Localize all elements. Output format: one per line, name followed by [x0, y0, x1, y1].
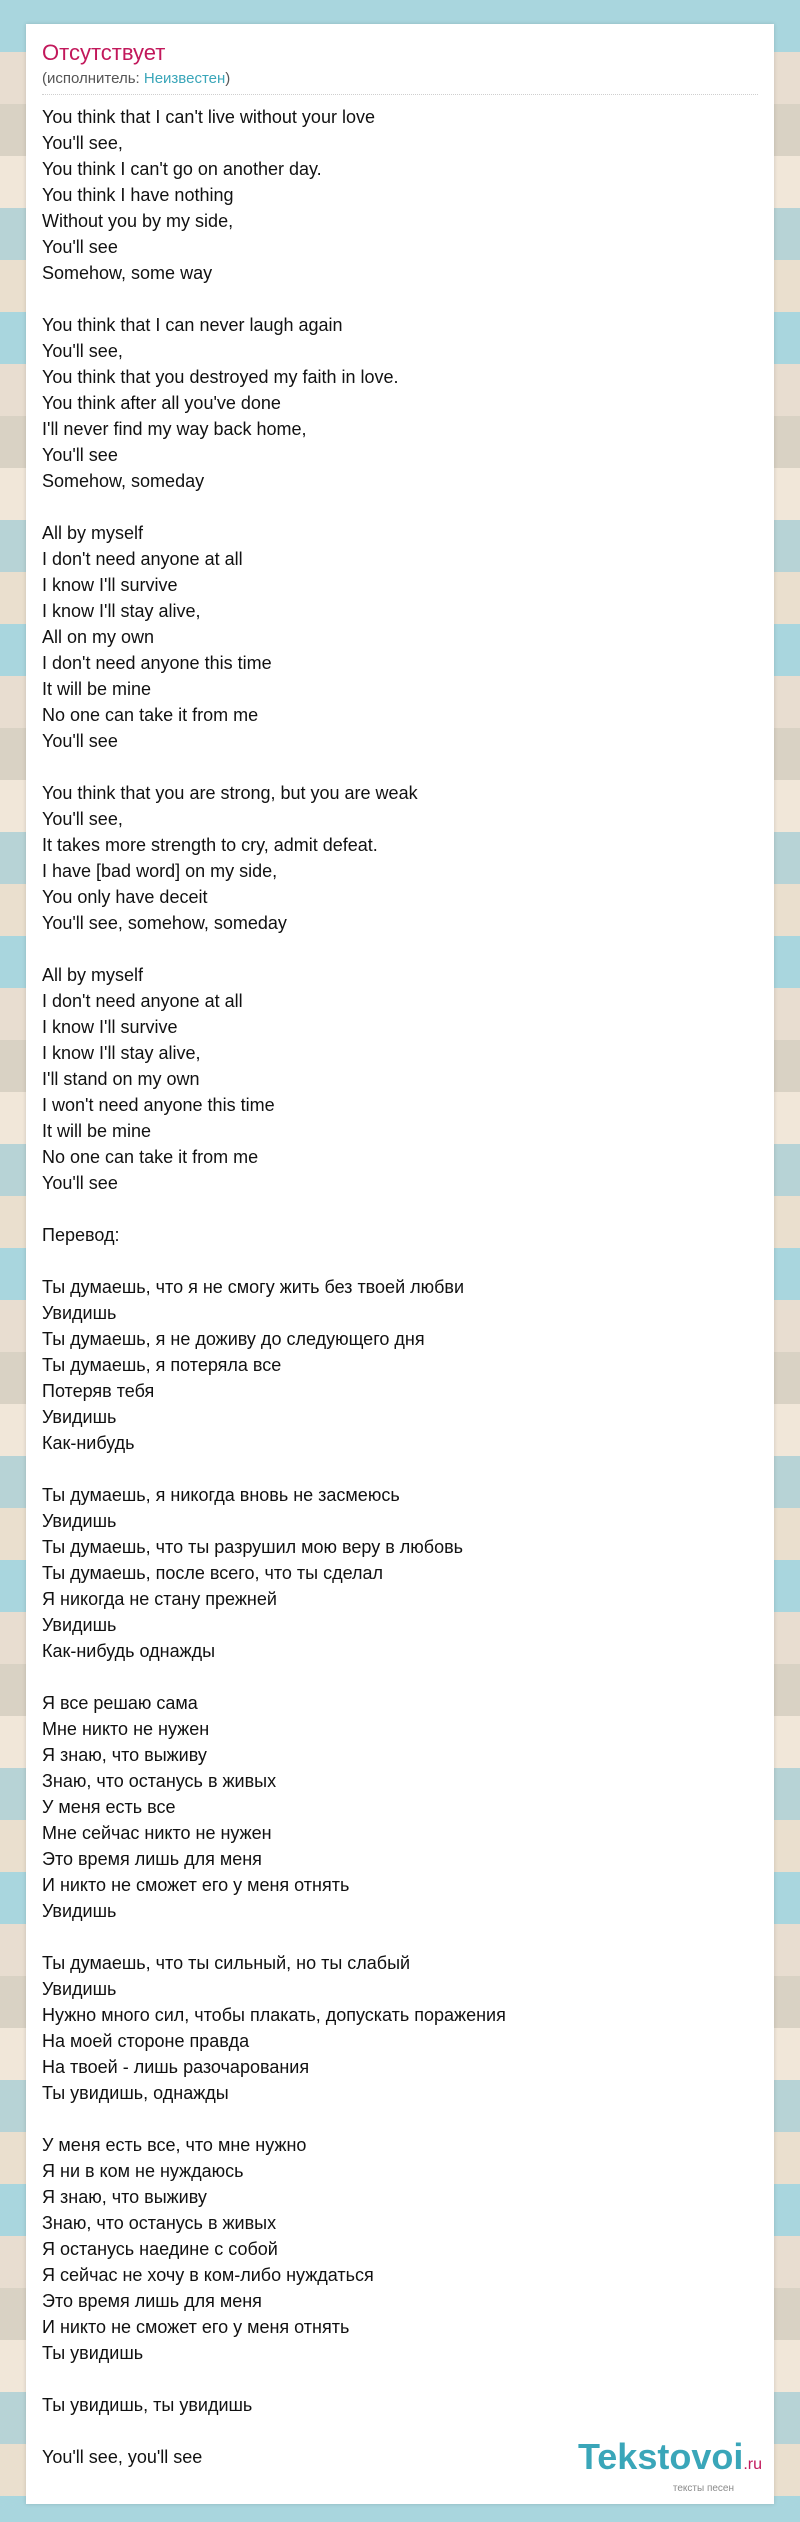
lyric-line: You think I have nothing — [42, 185, 234, 205]
logo-tld: .ru — [743, 2456, 762, 2473]
lyric-line: You think I can't go on another day. — [42, 159, 322, 179]
lyric-line: Как-нибудь — [42, 1433, 135, 1453]
lyric-line: All on my own — [42, 627, 155, 647]
lyric-line: Перевод: — [42, 1225, 120, 1245]
lyric-line: Потеряв тебя — [42, 1381, 155, 1401]
lyric-line: Ты думаешь, что я не смогу жить без твоей любви — [42, 1277, 465, 1297]
stanza-gap — [42, 494, 742, 520]
lyric-line: You'll see — [42, 237, 118, 257]
lyric-line: No one can take it from me — [42, 1147, 259, 1167]
lyric-line: It will be mine — [42, 679, 152, 699]
lyric-line: Somehow, someday — [42, 471, 205, 491]
lyric-line: Мне сейчас никто не нужен — [42, 1823, 272, 1843]
lyric-line: I'll never find my way back home, — [42, 419, 307, 439]
lyric-line: I won't need anyone this time — [42, 1095, 275, 1115]
stanza-gap — [42, 936, 742, 962]
lyric-line: I don't need anyone at all — [42, 991, 243, 1011]
lyric-line: Знаю, что останусь в живых — [42, 1771, 277, 1791]
lyric-line: Ты увидишь, ты увидишь — [42, 2395, 253, 2415]
lyric-line: Ты думаешь, после всего, что ты сделал — [42, 1563, 384, 1583]
artist-line — [42, 70, 230, 87]
lyric-line: Я знаю, что выживу — [42, 2187, 207, 2207]
lyric-line: На моей стороне правда — [42, 2031, 250, 2051]
lyric-line: У меня есть все, что мне нужно — [42, 2135, 307, 2155]
lyric-line: I know I'll survive — [42, 1017, 178, 1037]
logo-name: Tekstovoi — [577, 2436, 744, 2477]
lyric-line: You'll see — [42, 1173, 118, 1193]
lyric-line: You think after all you've done — [42, 393, 281, 413]
lyric-line: И никто не сможет его у меня отнять — [42, 1875, 350, 1895]
lyrics-text — [42, 104, 742, 2470]
lyric-line: I know I'll survive — [42, 575, 178, 595]
lyric-line: You'll see — [42, 445, 118, 465]
lyric-line: Ты думаешь, я не доживу до следующего дня — [42, 1329, 425, 1349]
lyric-line: I know I'll stay alive, — [42, 601, 201, 621]
site-logo[interactable] — [577, 2436, 762, 2494]
lyric-line: Ты увидишь, однажды — [42, 2083, 229, 2103]
lyric-line: Это время лишь для меня — [42, 2291, 262, 2311]
lyric-line: You think that you destroyed my faith in love. — [42, 367, 399, 387]
lyrics-card — [26, 24, 774, 2504]
lyric-line: You'll see, you'll see — [42, 2447, 203, 2467]
stanza-gap — [42, 754, 742, 780]
lyric-line: You think that I can't live without your love — [42, 107, 375, 127]
lyric-line: Как-нибудь однажды — [42, 1641, 216, 1661]
lyric-line: Somehow, some way — [42, 263, 213, 283]
lyric-line: All by myself — [42, 523, 144, 543]
lyric-line: Ты думаешь, я потеряла все — [42, 1355, 282, 1375]
lyric-line: Нужно много сил, чтобы плакать, допускать поражения — [42, 2005, 506, 2025]
lyric-line: Я останусь наедине с собой — [42, 2239, 278, 2259]
lyric-line: Ты увидишь — [42, 2343, 144, 2363]
lyric-line: I know I'll stay alive, — [42, 1043, 201, 1063]
lyric-line: All by myself — [42, 965, 144, 985]
artist-link[interactable]: Неизвестен — [143, 70, 226, 87]
lyric-line: Ты думаешь, что ты разрушил мою веру в любовь — [42, 1537, 464, 1557]
lyric-line: It takes more strength to cry, admit defeat. — [42, 835, 378, 855]
lyric-line: You'll see — [42, 731, 118, 751]
lyric-line: You'll see, — [42, 809, 123, 829]
stanza-gap — [42, 1248, 742, 1274]
stanza-gap — [42, 1196, 742, 1222]
lyric-line: Я ни в ком не нуждаюсь — [42, 2161, 244, 2181]
lyric-line: I don't need anyone this time — [42, 653, 272, 673]
lyric-line: Я никогда не стану прежней — [42, 1589, 277, 1609]
lyric-line: I don't need anyone at all — [42, 549, 243, 569]
stanza-gap — [42, 2106, 742, 2132]
artist-suffix: ) — [225, 70, 231, 87]
lyric-line: You'll see, — [42, 341, 123, 361]
lyric-line: Увидишь — [42, 1511, 117, 1531]
lyric-line: No one can take it from me — [42, 705, 259, 725]
lyric-line: На твоей - лишь разочарования — [42, 2057, 310, 2077]
lyric-line: Увидишь — [42, 1979, 117, 1999]
lyric-line: Увидишь — [42, 1615, 117, 1635]
lyric-line: I have [bad word] on my side, — [42, 861, 278, 881]
lyric-line: I'll stand on my own — [42, 1069, 200, 1089]
song-title: Отсутствует — [42, 40, 166, 65]
lyric-line: Я все решаю сама — [42, 1693, 198, 1713]
lyric-line: Я сейчас не хочу в ком-либо нуждаться — [42, 2265, 374, 2285]
artist-prefix: (исполнитель: — [42, 70, 144, 87]
lyric-line: Увидишь — [42, 1901, 117, 1921]
lyric-line: You think that I can never laugh again — [42, 315, 343, 335]
lyric-line: У меня есть все — [42, 1797, 176, 1817]
lyric-line: You'll see, — [42, 133, 123, 153]
lyric-line: Without you by my side, — [42, 211, 234, 231]
lyric-line: Я знаю, что выживу — [42, 1745, 207, 1765]
lyric-line: You only have deceit — [42, 887, 208, 907]
lyric-line: You'll see, somehow, someday — [42, 913, 287, 933]
lyric-line: Ты думаешь, что ты сильный, но ты слабый — [42, 1953, 411, 1973]
logo-tagline: тексты песен — [672, 2483, 734, 2494]
lyric-line: You think that you are strong, but you are weak — [42, 783, 418, 803]
stanza-gap — [42, 2366, 742, 2392]
lyric-line: Ты думаешь, я никогда вновь не засмеюсь — [42, 1485, 400, 1505]
title-divider — [42, 94, 758, 95]
lyric-line: Увидишь — [42, 1407, 117, 1427]
logo-wordmark — [577, 2436, 762, 2483]
lyric-line: Увидишь — [42, 1303, 117, 1323]
stanza-gap — [42, 286, 742, 312]
lyric-line: И никто не сможет его у меня отнять — [42, 2317, 350, 2337]
lyric-line: It will be mine — [42, 1121, 152, 1141]
stanza-gap — [42, 1456, 742, 1482]
stanza-gap — [42, 1664, 742, 1690]
lyric-line: Мне никто не нужен — [42, 1719, 210, 1739]
stanza-gap — [42, 1924, 742, 1950]
lyric-line: Это время лишь для меня — [42, 1849, 262, 1869]
lyric-line: Знаю, что останусь в живых — [42, 2213, 277, 2233]
